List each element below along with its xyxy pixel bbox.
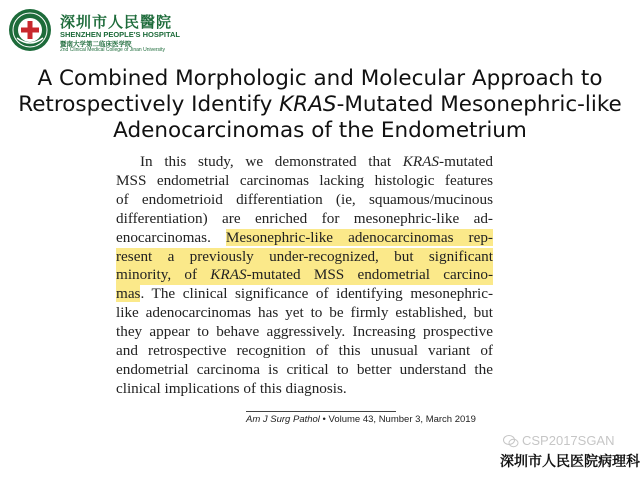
title-line-2: Retrospectively Identify KRAS-Mutated Mesonephric-like xyxy=(18,92,622,117)
title-line-3: Adenocarcinomas of the Endometrium xyxy=(113,118,527,143)
excerpt-line: like adenocarcinomas has yet to be firmly established, but xyxy=(116,304,493,322)
title-line-1: A Combined Morphologic and Molecular Approach to xyxy=(37,66,603,91)
paper-excerpt xyxy=(116,153,493,399)
affiliation-chinese: 暨南大学第二临床医学院 xyxy=(60,41,132,48)
wechat-icon xyxy=(503,435,519,448)
watermark-department: 深圳市人民医院病理科 xyxy=(500,454,640,470)
excerpt-line: and retrospective recognition of this unusual variant of xyxy=(116,342,493,360)
hospital-logo xyxy=(8,8,188,54)
title-gene-kras: KRAS xyxy=(279,92,337,117)
citation-details: • Volume 43, Number 3, March 2019 xyxy=(319,414,476,425)
citation-rule xyxy=(246,411,396,412)
excerpt-line: differentiation) are enriched for mesonephric-like ad- xyxy=(116,209,493,227)
highlighted-text: minority, of KRAS-mutated MSS endometrial carcino- xyxy=(116,266,494,284)
slide-title xyxy=(10,66,630,144)
excerpt-line: clinical implications of this diagnosis. xyxy=(116,379,347,397)
excerpt-line: In this study, we demonstrated that KRAS-mutated xyxy=(140,153,493,170)
excerpt-line: enocarcinomas. Mesonephric-like adenocarcinomas rep- xyxy=(116,228,493,246)
excerpt-line: they appear to behave aggressively. Increasing prospective xyxy=(116,323,493,341)
journal-name: Am J Surg Pathol xyxy=(246,414,320,425)
excerpt-line: mas. The clinical significance of identifying mesonephric- xyxy=(116,285,493,303)
highlighted-text: resent a previously under-recognized, but significant xyxy=(116,247,493,265)
journal-citation xyxy=(246,414,476,425)
excerpt-line: endometrial carcinoma is critical to better understand the xyxy=(116,360,493,378)
hospital-emblem-icon xyxy=(8,8,52,52)
affiliation-english: 2nd Clinical Medical College of Jinan University xyxy=(60,47,166,53)
hospital-name-chinese: 深圳市人民醫院 xyxy=(60,13,173,31)
excerpt-line: MSS endometrial carcinomas lacking histologic features xyxy=(116,171,493,189)
hospital-name-english: SHENZHEN PEOPLE'S HOSPITAL xyxy=(60,30,180,39)
watermark-code: CSP2017SGAN xyxy=(503,433,615,448)
highlighted-text: Mesonephric-like adenocarcinomas rep- xyxy=(225,228,493,246)
highlighted-text: mas xyxy=(116,285,141,303)
excerpt-line: of endometrioid differentiation (ie, squamous/mucinous xyxy=(116,190,493,208)
